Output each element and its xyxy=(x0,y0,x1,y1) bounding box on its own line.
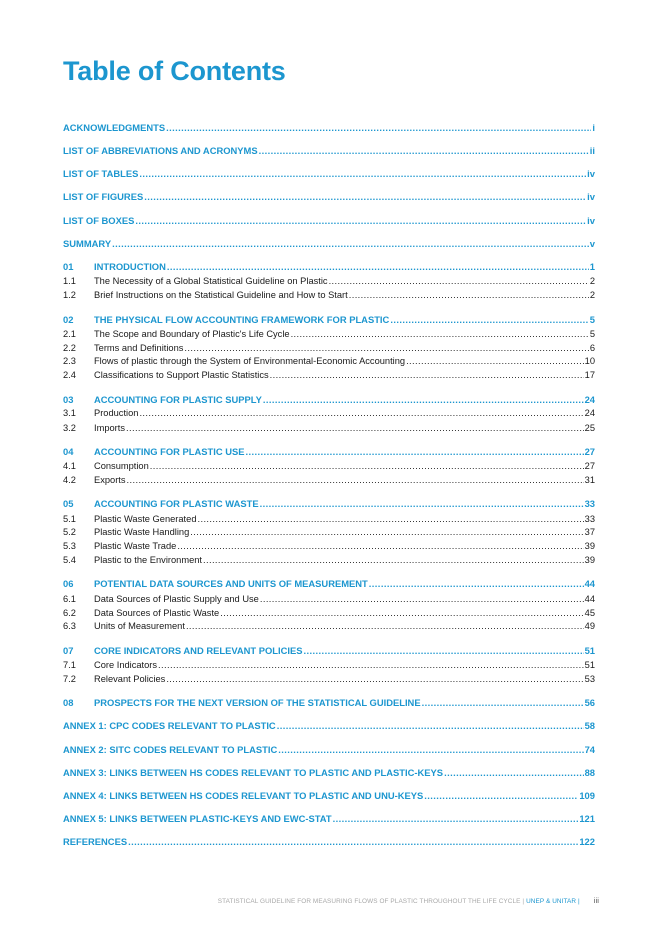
toc-entry-number: 2.3 xyxy=(63,356,76,366)
dot-leader xyxy=(177,541,583,551)
dot-leader xyxy=(349,290,589,300)
toc-page-number: 24 xyxy=(584,394,595,405)
toc-entry-number: 3.1 xyxy=(63,408,76,418)
page-number: iii xyxy=(593,896,599,905)
toc-entry-number: 7.1 xyxy=(63,660,76,670)
toc-entry-title: The Scope and Boundary of Plastic's Life Cycle xyxy=(94,329,290,339)
toc-section-entry[interactable] xyxy=(63,555,595,565)
toc-page-number: 51 xyxy=(584,645,595,656)
toc-entry-title: LIST OF BOXES xyxy=(63,215,135,226)
toc-entry-title: Exports xyxy=(94,475,126,485)
toc-section-entry[interactable] xyxy=(63,329,595,339)
toc-entry-number: 02 xyxy=(63,314,74,325)
toc-page-number: 1 xyxy=(589,261,595,272)
toc-entry-title: The Necessity of a Global Statistical Guideline on Plastic xyxy=(94,276,328,286)
toc-entry-number: 06 xyxy=(63,578,74,589)
toc-page-number: 10 xyxy=(584,356,595,366)
toc-page-number: iv xyxy=(587,215,595,226)
toc-entry-title: Plastic Waste Trade xyxy=(94,541,177,551)
toc-page-number: iv xyxy=(587,168,595,179)
toc-entry-title: REFERENCES xyxy=(63,836,128,847)
toc-entry-number: 4.2 xyxy=(63,475,76,485)
toc-chapter-heading[interactable] xyxy=(63,645,595,656)
toc-entry-title: LIST OF FIGURES xyxy=(63,191,144,202)
toc-entry-number: 08 xyxy=(63,697,74,708)
toc-page-number: 51 xyxy=(584,660,595,670)
dot-leader xyxy=(329,276,589,286)
toc-section-entry[interactable] xyxy=(63,608,595,618)
toc-entry-number: 07 xyxy=(63,645,74,656)
toc-entry-number: 6.3 xyxy=(63,621,76,631)
toc-page-number: ii xyxy=(589,145,595,156)
dot-leader xyxy=(139,408,583,418)
toc-entry-title: ACCOUNTING FOR PLASTIC WASTE xyxy=(94,498,259,509)
toc-page-number: 27 xyxy=(584,461,595,471)
toc-section-entry[interactable] xyxy=(63,621,595,631)
toc-entry-title: Flows of plastic through the System of Environmental-Economic Accounting xyxy=(94,356,406,366)
toc-entry-title: THE PHYSICAL FLOW ACCOUNTING FRAMEWORK FOR PLASTIC xyxy=(94,314,390,325)
dot-leader xyxy=(158,660,584,670)
toc-section-entry[interactable] xyxy=(63,408,595,418)
toc-entry-title: Relevant Policies xyxy=(94,674,166,684)
toc-entry-title: ACCOUNTING FOR PLASTIC USE xyxy=(94,446,245,457)
toc-front-entry[interactable] xyxy=(63,145,595,156)
toc-page-number: 37 xyxy=(584,527,595,537)
dot-leader xyxy=(203,555,584,565)
toc-page-number: 74 xyxy=(584,744,595,755)
toc-section-entry[interactable] xyxy=(63,527,595,537)
toc-page-number: 44 xyxy=(584,594,595,604)
toc-entry-number: 4.1 xyxy=(63,461,76,471)
toc-entry-number: 5.4 xyxy=(63,555,76,565)
toc-entry-number: 03 xyxy=(63,394,74,405)
toc-entry-number: 04 xyxy=(63,446,74,457)
toc-entry-title: Units of Measurement xyxy=(94,621,185,631)
dot-leader xyxy=(197,514,583,524)
toc-entry-title: Production xyxy=(94,408,139,418)
toc-page-number: 44 xyxy=(584,578,595,589)
toc-entry-title: PROSPECTS FOR THE NEXT VERSION OF THE STATISTICAL GUIDELINE xyxy=(94,697,421,708)
dot-leader xyxy=(260,498,584,509)
toc-front-entry[interactable] xyxy=(63,191,595,202)
dot-leader xyxy=(126,423,584,433)
toc-page-number: 17 xyxy=(584,370,595,380)
toc-section-entry[interactable] xyxy=(63,290,595,300)
dot-leader xyxy=(390,314,588,325)
toc-section-entry[interactable] xyxy=(63,423,595,433)
dot-leader xyxy=(304,645,584,656)
toc-section-entry[interactable] xyxy=(63,541,595,551)
toc-entry-title: Imports xyxy=(94,423,125,433)
toc-front-entry[interactable] xyxy=(63,122,595,133)
toc-entry-title: POTENTIAL DATA SOURCES AND UNITS OF MEASUREMENT xyxy=(94,578,368,589)
toc-page-number: 122 xyxy=(579,836,595,847)
toc-entry-number: 2.1 xyxy=(63,329,76,339)
toc-page-number: 53 xyxy=(584,674,595,684)
dot-leader xyxy=(186,621,584,631)
toc-entry-title: Data Sources of Plastic Waste xyxy=(94,608,220,618)
toc-page-number: 88 xyxy=(584,767,595,778)
toc-entry-number: 01 xyxy=(63,261,74,272)
dot-leader xyxy=(422,697,584,708)
toc-page-number: 33 xyxy=(584,498,595,509)
dot-leader xyxy=(139,168,586,179)
toc-entry-title: ANNEX 3: LINKS BETWEEN HS CODES RELEVANT TO PLASTIC AND PLASTIC-KEYS xyxy=(63,767,444,778)
toc-entry-number: 6.1 xyxy=(63,594,76,604)
toc-page-number: 5 xyxy=(589,314,595,325)
dot-leader xyxy=(127,475,584,485)
toc-chapter-heading[interactable] xyxy=(63,578,595,589)
dot-leader xyxy=(184,343,588,353)
dot-leader xyxy=(277,720,584,731)
toc-page-number: v xyxy=(589,238,595,249)
toc-entry-title: Classifications to Support Plastic Statistics xyxy=(94,370,269,380)
toc-annex-entry[interactable] xyxy=(63,720,595,731)
toc-page-number: 49 xyxy=(584,621,595,631)
toc-entry-title: Core Indicators xyxy=(94,660,158,670)
toc-chapter-heading[interactable] xyxy=(63,498,595,509)
toc-entry-number: 5.1 xyxy=(63,514,76,524)
toc-front-entry[interactable] xyxy=(63,168,595,179)
dot-leader xyxy=(112,238,589,249)
toc-page-number: 5 xyxy=(589,329,595,339)
toc-entry-title: SUMMARY xyxy=(63,238,112,249)
toc-page-number: 24 xyxy=(584,408,595,418)
toc-section-entry[interactable] xyxy=(63,461,595,471)
footer-brand: UNEP & UNITAR xyxy=(526,898,577,905)
toc-section-entry[interactable] xyxy=(63,594,595,604)
toc-page-number: iv xyxy=(587,191,595,202)
dot-leader xyxy=(333,813,579,824)
dot-leader xyxy=(444,767,584,778)
dot-leader xyxy=(246,446,584,457)
toc-page-number: 33 xyxy=(584,514,595,524)
toc-page-number: 39 xyxy=(584,541,595,551)
dot-leader xyxy=(144,191,586,202)
toc-front-entry[interactable] xyxy=(63,215,595,226)
toc-section-entry[interactable] xyxy=(63,276,595,286)
toc-page-number: 121 xyxy=(579,813,595,824)
page-title: Table of Contents xyxy=(63,56,286,86)
toc-page-number: 109 xyxy=(579,790,595,801)
toc-chapter-heading[interactable] xyxy=(63,446,595,457)
toc-page-number: 25 xyxy=(584,423,595,433)
toc-annex-entry[interactable] xyxy=(63,836,595,847)
dot-leader xyxy=(259,145,589,156)
toc-page-number: 27 xyxy=(584,446,595,457)
toc-page-number: 56 xyxy=(584,697,595,708)
toc-section-entry[interactable] xyxy=(63,370,595,380)
toc-entry-number: 2.4 xyxy=(63,370,76,380)
footer-separator: | xyxy=(522,898,525,905)
toc-entry-number: 5.2 xyxy=(63,527,76,537)
toc-entry-number: 3.2 xyxy=(63,423,76,433)
dot-leader xyxy=(260,594,584,604)
toc-page-number: 39 xyxy=(584,555,595,565)
toc-section-entry[interactable] xyxy=(63,660,595,670)
dot-leader xyxy=(291,329,589,339)
toc-section-entry[interactable] xyxy=(63,674,595,684)
dot-leader xyxy=(270,370,584,380)
toc-entry-number: 2.2 xyxy=(63,343,76,353)
toc-entry-number: 6.2 xyxy=(63,608,76,618)
toc-page-number: 58 xyxy=(584,720,595,731)
toc-entry-title: Plastic Waste Handling xyxy=(94,527,190,537)
toc-entry-title: Data Sources of Plastic Supply and Use xyxy=(94,594,259,604)
toc-chapter-heading[interactable] xyxy=(63,261,595,272)
toc-entry-title: Terms and Definitions xyxy=(94,343,184,353)
dot-leader xyxy=(190,527,583,537)
toc-annex-entry[interactable] xyxy=(63,813,595,824)
toc-annex-entry[interactable] xyxy=(63,744,595,755)
toc-page-number: i xyxy=(592,122,595,133)
toc-entry-title: Consumption xyxy=(94,461,149,471)
dot-leader xyxy=(424,790,578,801)
dot-leader xyxy=(166,122,591,133)
dot-leader xyxy=(220,608,583,618)
toc-chapter-heading[interactable] xyxy=(63,394,595,405)
toc-chapter-heading[interactable] xyxy=(63,697,595,708)
dot-leader xyxy=(263,394,584,405)
toc-entry-number: 5.3 xyxy=(63,541,76,551)
footer-text: STATISTICAL GUIDELINE FOR MEASURING FLOWS OF PLASTIC THROUGHOUT THE LIFE CYCLE xyxy=(217,898,521,905)
toc-front-entry[interactable] xyxy=(63,238,595,249)
footer-separator-2: | xyxy=(578,898,580,905)
toc-section-entry[interactable] xyxy=(63,475,595,485)
toc-annex-entry[interactable] xyxy=(63,767,595,778)
toc-entry-title: LIST OF ABBREVIATIONS AND ACRONYMS xyxy=(63,145,258,156)
toc-chapter-heading[interactable] xyxy=(63,314,595,325)
toc-entry-number: 05 xyxy=(63,498,74,509)
toc-entry-title: Brief Instructions on the Statistical Guideline and How to Start xyxy=(94,290,348,300)
toc-entry-title: Plastic to the Environment xyxy=(94,555,202,565)
toc-page-number: 31 xyxy=(584,475,595,485)
toc-page-number: 2 xyxy=(589,290,595,300)
toc-entry-title: CORE INDICATORS AND RELEVANT POLICIES xyxy=(94,645,303,656)
dot-leader xyxy=(150,461,584,471)
toc-entry-title: ANNEX 2: SITC CODES RELEVANT TO PLASTIC xyxy=(63,744,278,755)
toc-entry-title: INTRODUCTION xyxy=(94,261,166,272)
toc-entry-title: Plastic Waste Generated xyxy=(94,514,197,524)
toc-page-number: 2 xyxy=(589,276,595,286)
toc-section-entry[interactable] xyxy=(63,514,595,524)
toc-page-number: 45 xyxy=(584,608,595,618)
toc-entry-number: 1.1 xyxy=(63,276,76,286)
dot-leader xyxy=(166,674,583,684)
toc-entry-number: 1.2 xyxy=(63,290,76,300)
toc-entry-title: ACCOUNTING FOR PLASTIC SUPPLY xyxy=(94,394,262,405)
toc-entry-title: ACKNOWLEDGMENTS xyxy=(63,122,166,133)
dot-leader xyxy=(135,215,586,226)
toc-section-entry[interactable] xyxy=(63,356,595,366)
toc-annex-entry[interactable] xyxy=(63,790,595,801)
toc-entry-number: 7.2 xyxy=(63,674,76,684)
toc-section-entry[interactable] xyxy=(63,343,595,353)
dot-leader xyxy=(278,744,583,755)
dot-leader xyxy=(167,261,589,272)
toc-page-number: 6 xyxy=(589,343,595,353)
dot-leader xyxy=(369,578,584,589)
dot-leader xyxy=(406,356,584,366)
toc-entry-title: ANNEX 5: LINKS BETWEEN PLASTIC-KEYS AND EWC-STAT xyxy=(63,813,332,824)
toc-entry-title: ANNEX 1: CPC CODES RELEVANT TO PLASTIC xyxy=(63,720,276,731)
toc-entry-title: ANNEX 4: LINKS BETWEEN HS CODES RELEVANT TO PLASTIC AND UNU-KEYS xyxy=(63,790,424,801)
toc-entry-title: LIST OF TABLES xyxy=(63,168,139,179)
dot-leader xyxy=(128,836,578,847)
page-footer xyxy=(0,896,599,905)
